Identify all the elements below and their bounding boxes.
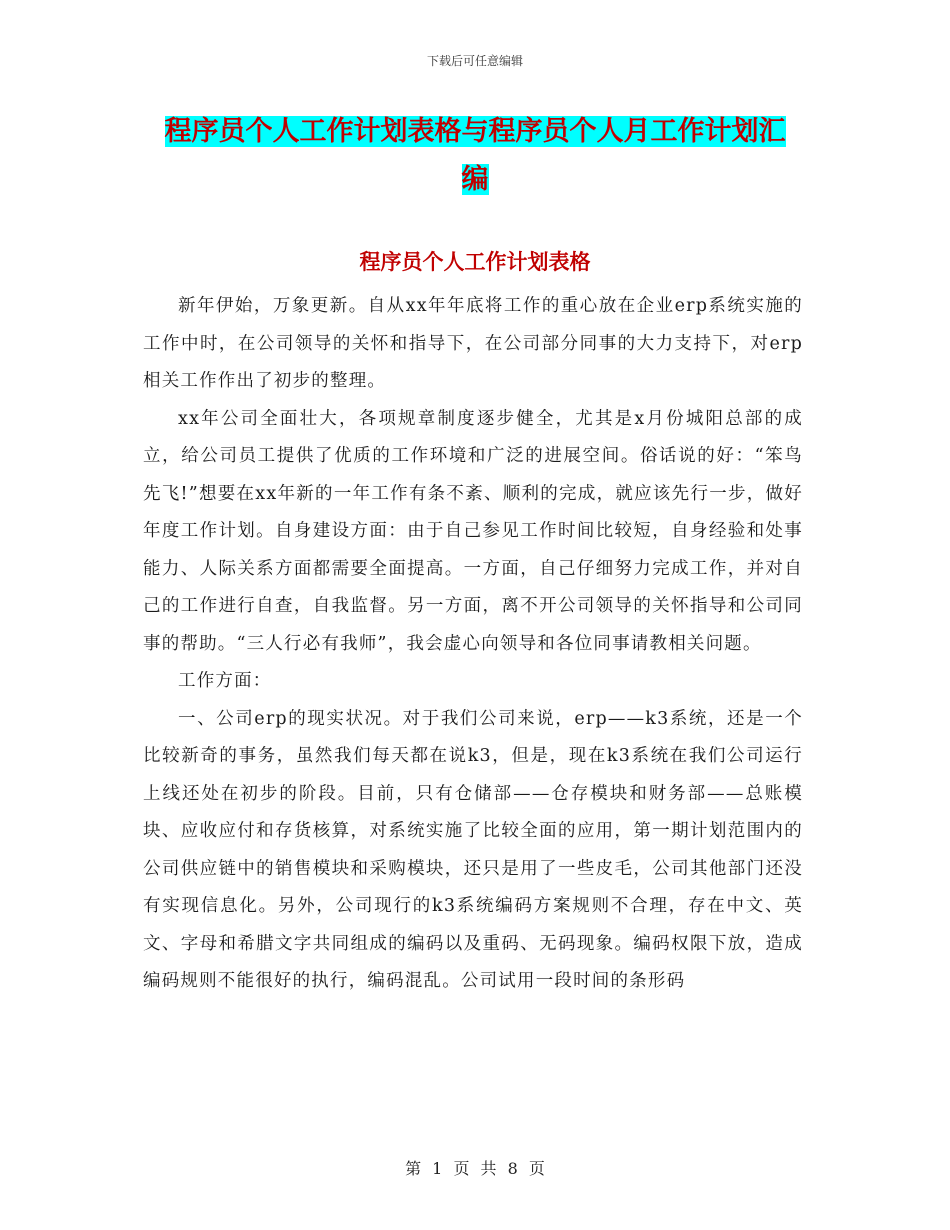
title-line-2: 编 <box>461 164 489 195</box>
title-line-1: 程序员个人工作计划表格与程序员个人月工作计划汇 <box>164 116 786 147</box>
page-header: 下载后可任意编辑 <box>426 54 523 68</box>
paragraph: 一、公司erp的现实状况。对于我们公司来说，erp——k3系统，还是一个比较新奇的事务，虽然我们每天都在说k3，但是，现在k3系统在我们公司运行上线还处在初步的阶段。目前，只有仓储部——仓存模块和财务部——总账模块、应收应付和存货核算，对系统实施了比较全面的应用，第一期计划范围内的公司供应链中的销售模块和采购模块，还只是用了一些皮毛，公司其他部门还没有实现信息化。另外，公司现行的k3系统编码方案规则不合理，存在中文、英文、字母和希腊文字共同组成的编码以及重码、无码现象。编码权限下放，造成编码规则不能很好的执行，编码混乱。公司试用一段时间的条形码 <box>143 708 803 991</box>
section-title: 程序员个人工作计划表格 <box>359 250 591 274</box>
document-title <box>140 108 810 204</box>
paragraph: xx年公司全面壮大，各项规章制度逐步健全，尤其是x月份城阳总部的成立，给公司员工提供了优质的工作环境和广泛的进展空间。俗话说的好：“笨鸟先飞!”想要在xx年新的一年工作有条不紊、顺利的完成，就应该先行一步，做好年度工作计划。自身建设方面：由于自己参见工作时间比较短，自身经验和处事能力、人际关系方面都需要全面提高。一方面，自己仔细努力完成工作，并对自己的工作进行自查，自我监督。另一方面，离不开公司领导的关怀指导和公司同事的帮助。“三人行必有我师”，我会虚心向领导和各位同事请教相关问题。 <box>143 408 803 654</box>
page-footer: 第 1 页 共 8 页 <box>405 1159 545 1178</box>
document-body <box>143 288 803 1001</box>
paragraph: 工作方面： <box>178 671 272 691</box>
paragraph: 新年伊始，万象更新。自从xx年年底将工作的重心放在企业erp系统实施的工作中时，在公司领导的关怀和指导下，在公司部分同事的大力支持下，对erp相关工作作出了初步的整理。 <box>143 296 803 391</box>
